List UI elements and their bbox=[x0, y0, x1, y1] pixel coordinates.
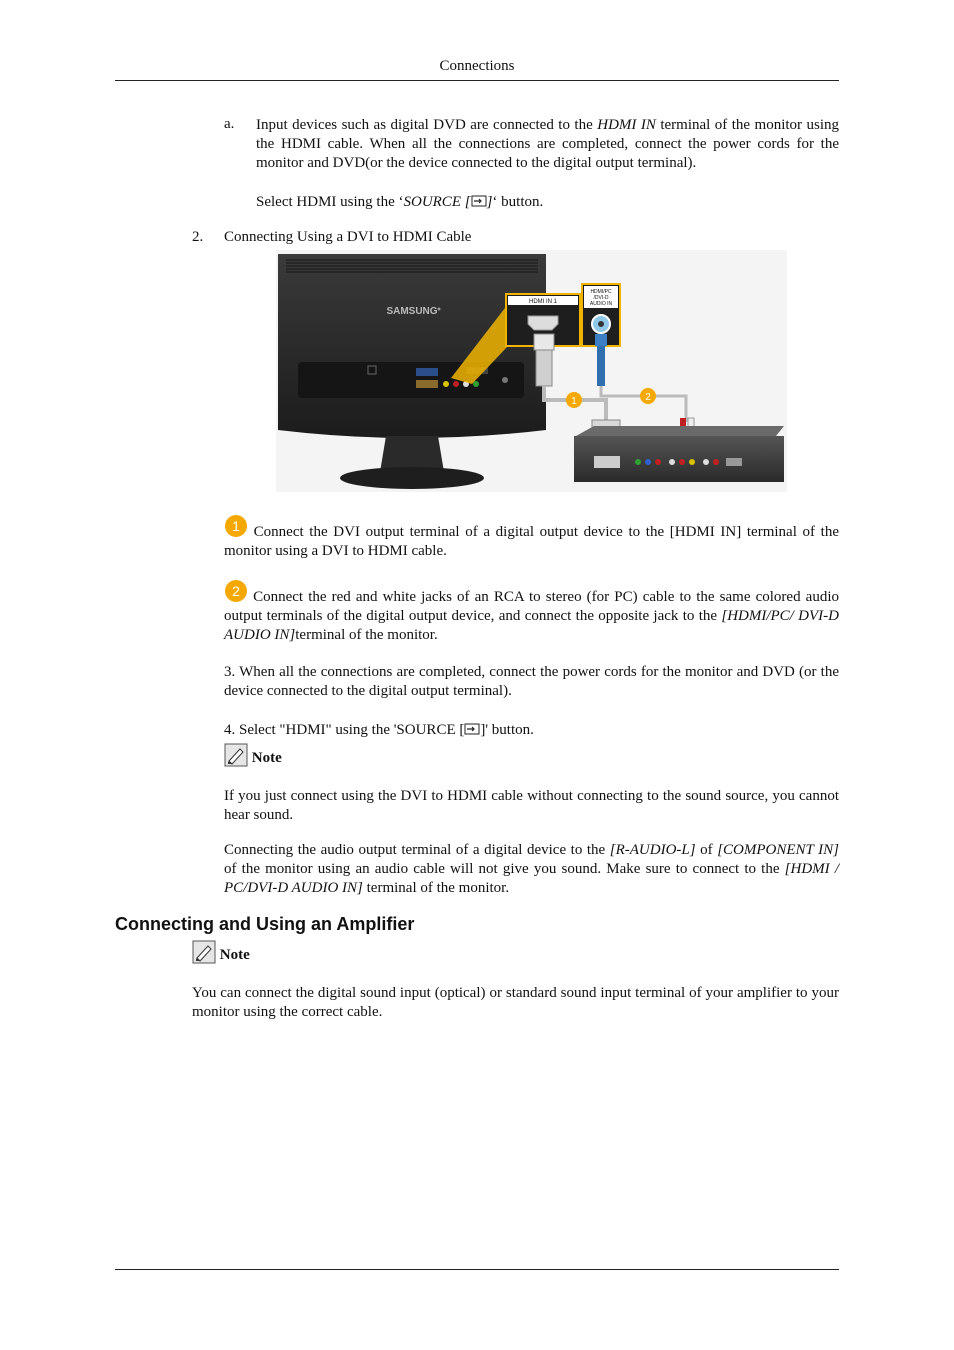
monitor-port-yellow bbox=[443, 381, 449, 387]
audio-plug-body bbox=[597, 346, 605, 386]
source-label: SOURCE [ bbox=[403, 194, 471, 210]
monitor-port-panel bbox=[298, 362, 524, 398]
r-audio-l-term: [R-AUDIO-L] bbox=[609, 842, 696, 858]
hdmi-audio-in-term: [HDMI / PC/DVI-D AUDIO IN] bbox=[224, 861, 839, 896]
step-4 bbox=[224, 722, 839, 739]
note-icon bbox=[224, 743, 248, 767]
note-1-label: Note bbox=[251, 750, 282, 766]
step-4-text-post: ]' button. bbox=[480, 722, 534, 738]
step-4-text-pre: 4. Select "HDMI" using the 'SOURCE [ bbox=[224, 722, 465, 738]
note-icon-2 bbox=[192, 940, 216, 964]
note-1-para-2-c: of bbox=[695, 842, 718, 858]
hdmi-in-label: HDMI IN 1 bbox=[528, 299, 558, 305]
item-a-text-post: terminal of the monitor using the HDMI cable. When all the connections are completed, connect the power cords for the monitor and DVD(or the device connected to the digital output terminal). bbox=[256, 117, 839, 171]
step-1-badge bbox=[224, 514, 248, 538]
monitor-stand-base bbox=[340, 467, 484, 489]
monitor-screw bbox=[438, 308, 441, 311]
step-2-badge-label: 2 bbox=[232, 583, 240, 599]
note-1-heading bbox=[224, 743, 282, 767]
step-2-badge bbox=[224, 579, 248, 603]
monitor-port-red bbox=[453, 381, 459, 387]
step-2 bbox=[224, 579, 839, 645]
note-1-para-1: If you just connect using the DVI to HDMI cable without connecting to the sound source, you cannot hear sound. bbox=[224, 788, 839, 823]
step-3: 3. When all the connections are completed, connect the power cords for the monitor and DVD (or the device connected to the digital output terminal). bbox=[224, 664, 839, 699]
note-1-para-2 bbox=[224, 841, 839, 898]
select-pre: Select HDMI using the ‘ bbox=[256, 194, 404, 210]
figure-badge-2-label: 2 bbox=[645, 392, 651, 403]
source-label-close: ] bbox=[486, 194, 493, 210]
audio-plug bbox=[595, 334, 607, 346]
monitor-hdmi-port bbox=[416, 380, 438, 388]
dvd-player-top bbox=[576, 426, 784, 436]
monitor-brand: SAMSUNG bbox=[386, 306, 438, 317]
note-2-label: Note bbox=[219, 947, 250, 963]
note-1-para-2-a: Connecting the audio output terminal of a digital device to the bbox=[224, 842, 610, 858]
monitor-pc-port bbox=[416, 368, 438, 376]
note-2-heading bbox=[192, 940, 250, 964]
audio-in-label-1: HDMI/PC bbox=[590, 289, 612, 295]
header-rule bbox=[115, 80, 839, 81]
audio-jack-hole bbox=[598, 321, 604, 327]
item-a-select bbox=[256, 194, 839, 211]
step-2-text-post: terminal of the monitor. bbox=[295, 627, 438, 643]
hdmi-plug bbox=[534, 334, 554, 350]
step-1-text: Connect the DVI output terminal of a digital output device to the [HDMI IN] terminal of the monitor using a DVI to HDMI cable. bbox=[224, 524, 839, 559]
list-marker-a: a. bbox=[224, 116, 235, 132]
hdmi-in-term: HDMI IN bbox=[597, 117, 656, 133]
step-1 bbox=[224, 514, 839, 561]
step-2-terminal: [HDMI/PC/ DVI-D AUDIO IN] bbox=[224, 608, 839, 643]
item-2-title: Connecting Using a DVI to HDMI Cable bbox=[224, 229, 472, 245]
component-in-term: [COMPONENT IN] bbox=[717, 842, 839, 858]
note-1-para-2-e: of the monitor using an audio cable will not give you sound. Make sure to connect to the bbox=[224, 861, 785, 877]
note-1-para-2-g: terminal of the monitor. bbox=[362, 880, 510, 896]
hdmi-port-shape bbox=[528, 316, 558, 330]
hdmi-plug-body bbox=[536, 350, 552, 386]
step-2-text-pre: Connect the red and white jacks of an RCA to stereo (for PC) cable to the same colored audio output terminals of the digital output device, and connect the opposite jack to the bbox=[224, 589, 839, 624]
connection-diagram bbox=[276, 250, 787, 492]
audio-in-label-3: AUDIO IN bbox=[589, 301, 613, 307]
monitor-stand-neck bbox=[380, 436, 444, 472]
item-a-text-pre: Input devices such as digital DVD are connected to the bbox=[256, 117, 598, 133]
source-input-icon-2 bbox=[464, 723, 480, 735]
note-2-para: You can connect the digital sound input (optical) or standard sound input terminal of your amplifier to your monitor using the correct cable. bbox=[192, 985, 839, 1020]
item-a-text bbox=[256, 116, 839, 173]
select-post: ‘ button. bbox=[492, 194, 544, 210]
audio-in-label-2: /DVI-D bbox=[593, 295, 609, 301]
list-marker-2: 2. bbox=[192, 229, 204, 245]
page-header-title: Connections bbox=[439, 58, 515, 74]
figure-badge-1-label: 1 bbox=[571, 396, 577, 407]
section-title: Connecting and Using an Amplifier bbox=[115, 914, 415, 934]
source-input-icon bbox=[471, 195, 487, 207]
step-1-badge-label: 1 bbox=[232, 518, 240, 534]
monitor-port-round bbox=[502, 377, 508, 383]
dvd-dvi-port bbox=[594, 456, 620, 468]
footer-rule bbox=[115, 1269, 839, 1270]
